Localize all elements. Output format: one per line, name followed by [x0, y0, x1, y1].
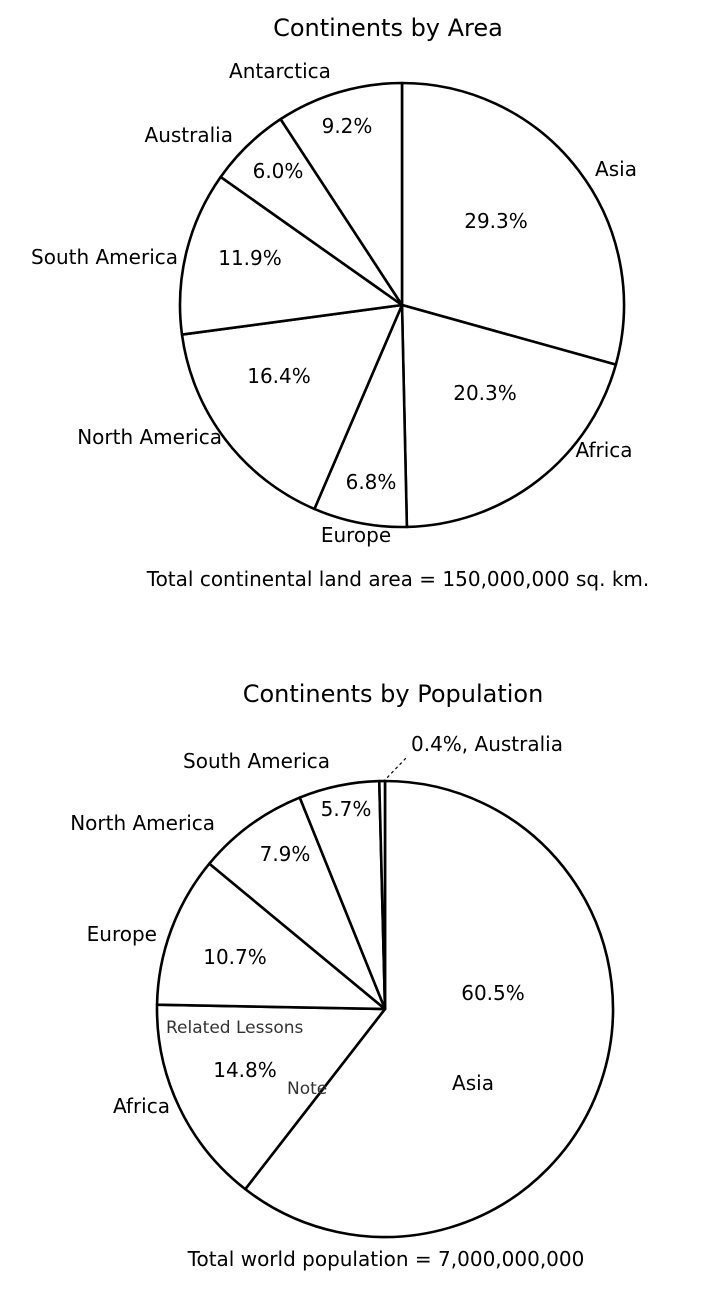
category-label-australia: 0.4%, Australia	[411, 732, 563, 756]
percent-label-north-america: 7.9%	[259, 842, 311, 866]
population-slices	[157, 781, 613, 1237]
category-label-north-america: North America	[70, 811, 215, 835]
category-label-europe: Europe	[320, 523, 392, 547]
area-slices	[180, 83, 624, 527]
percent-label-africa: 14.8%	[213, 1058, 277, 1082]
population-pie-chart	[70, 680, 613, 1271]
percent-label-antarctica: 9.2%	[321, 114, 373, 138]
percent-label-asia: 60.5%	[461, 981, 525, 1005]
category-label-australia: Australia	[144, 123, 233, 147]
category-label-south-america: South America	[31, 245, 178, 269]
category-label-africa: Africa	[112, 1094, 170, 1118]
related-lessons-link[interactable]: Related Lessons	[166, 1018, 304, 1038]
area-footnote: Total continental land area = 150,000,000 sq. km.	[146, 567, 650, 591]
population-footnote: Total world population = 7,000,000,000	[187, 1247, 585, 1271]
percent-label-australia: 6.0%	[252, 159, 304, 183]
category-label-asia: Asia	[595, 157, 637, 181]
category-label-antarctica: Antarctica	[229, 59, 331, 83]
percent-label-africa: 20.3%	[453, 381, 517, 405]
note-link[interactable]: Note	[287, 1079, 328, 1099]
percent-label-asia: 29.3%	[464, 209, 528, 233]
percent-label-europe: 10.7%	[203, 945, 267, 969]
area-pie-chart	[31, 14, 649, 591]
category-label-europe: Europe	[86, 922, 157, 946]
category-label-north-america: North America	[77, 425, 222, 449]
category-label-africa: Africa	[575, 438, 633, 462]
percent-label-south-america: 5.7%	[320, 797, 372, 821]
area-chart-title: Continents by Area	[273, 14, 503, 42]
category-label-asia: Asia	[452, 1071, 494, 1095]
category-label-south-america: South America	[183, 749, 330, 773]
percent-label-north-america: 16.4%	[247, 364, 311, 388]
population-chart-title: Continents by Population	[242, 680, 544, 708]
percent-label-south-america: 11.9%	[218, 246, 282, 270]
percent-label-europe: 6.8%	[345, 470, 397, 494]
australia-leader-line	[383, 757, 407, 782]
